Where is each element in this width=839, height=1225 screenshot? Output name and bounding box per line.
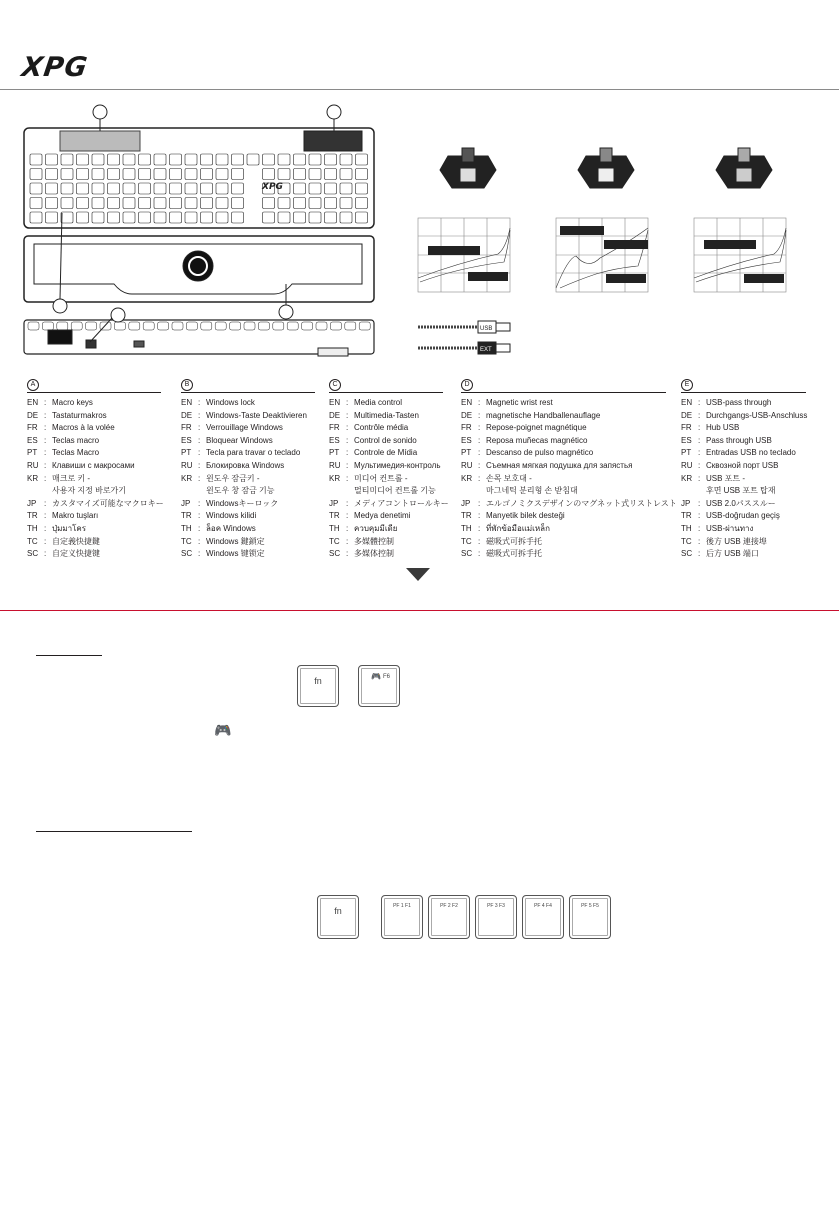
translation-text: Verrouillage Windows	[206, 423, 283, 433]
translation-text: Hub USB	[706, 423, 740, 433]
column-e	[681, 378, 806, 561]
translation-row	[181, 498, 315, 511]
translation-text: 多媒體控制	[354, 536, 394, 546]
language-code: RU	[461, 460, 473, 470]
language-code: SC	[181, 549, 193, 559]
language-code: EN	[681, 398, 693, 407]
language-code: JP	[329, 498, 339, 508]
translation-text: Teclas Macro	[52, 448, 100, 458]
separator: :	[698, 460, 701, 470]
translation-text: 매크로 키 -	[52, 473, 91, 483]
translation-row	[27, 460, 161, 473]
translation-row	[27, 410, 161, 423]
translation-row	[681, 510, 806, 523]
translation-text: Windows kilidi	[206, 511, 257, 521]
fn-key: fn	[297, 665, 339, 707]
separator: :	[198, 549, 201, 559]
callout-badge: A	[27, 379, 39, 391]
translation-text: ควบคุมมีเดีย	[354, 523, 398, 533]
continue-arrow-icon	[406, 568, 430, 581]
translation-text: ที่พักข้อมือแม่เหล็ก	[486, 523, 550, 533]
translation-row	[681, 410, 806, 423]
translation-row	[329, 536, 443, 549]
translation-row	[27, 473, 161, 486]
language-code: TR	[181, 511, 192, 521]
pf3-key	[475, 895, 517, 939]
language-code: SC	[461, 549, 473, 559]
language-code: RU	[27, 460, 39, 470]
separator: :	[698, 410, 701, 420]
language-code: TH	[181, 523, 192, 533]
language-code: SC	[27, 549, 39, 559]
language-code: EN	[27, 398, 39, 407]
translation-row	[329, 473, 443, 486]
translation-row	[681, 460, 806, 473]
translation-row	[461, 536, 666, 549]
separator: :	[478, 423, 481, 433]
translation-text: Tastaturmakros	[52, 410, 107, 420]
translation-text: Windows 键锁定	[206, 549, 265, 559]
translation-text: ล็อค Windows	[206, 523, 256, 533]
separator: :	[44, 448, 47, 458]
force-graphs	[418, 218, 786, 292]
game-mode-key: 🎮 F6	[358, 665, 400, 707]
separator: :	[198, 398, 201, 407]
translation-row	[681, 447, 806, 460]
switch-diagrams	[440, 148, 772, 188]
language-code: ES	[461, 435, 472, 445]
translation-text: カスタマイズ可能なマクロキー	[52, 498, 164, 508]
translation-row	[27, 510, 161, 523]
translation-row	[181, 397, 315, 410]
separator: :	[44, 410, 47, 420]
language-code: DE	[181, 410, 193, 420]
separator: :	[198, 511, 201, 521]
language-code: ES	[27, 435, 38, 445]
separator: :	[346, 523, 349, 533]
translation-row	[27, 435, 161, 448]
language-code: TC	[461, 536, 472, 546]
product-figure	[22, 98, 822, 366]
pf1-key	[381, 895, 423, 939]
translation-text: 멀티미디어 컨트롤 기능	[354, 486, 436, 496]
language-code: PT	[329, 448, 340, 458]
separator: :	[346, 410, 349, 420]
translation-text: 사용자 지정 바로가기	[52, 486, 126, 496]
language-code: RU	[329, 460, 341, 470]
translation-row	[681, 536, 806, 549]
callout-badge: C	[329, 379, 341, 391]
separator: :	[198, 473, 201, 483]
translation-text: Pass through USB	[706, 435, 772, 445]
language-code: TH	[27, 523, 38, 533]
language-code: PT	[681, 448, 692, 458]
language-code: TR	[681, 511, 692, 521]
separator: :	[198, 423, 201, 433]
translation-text: USB 포트 -	[706, 473, 746, 483]
translation-row	[461, 422, 666, 435]
translation-text: Media control	[354, 398, 403, 407]
column-d	[461, 378, 677, 561]
language-code: KR	[329, 473, 341, 483]
separator: :	[44, 536, 47, 546]
separator: :	[44, 498, 47, 508]
header-divider	[0, 89, 839, 90]
translation-row	[681, 422, 806, 435]
language-code: DE	[329, 410, 341, 420]
translation-text: Macro keys	[52, 398, 93, 407]
language-code: TR	[329, 511, 340, 521]
language-code: PT	[461, 448, 472, 458]
language-code: ES	[329, 435, 340, 445]
keyboard-top-view	[24, 128, 374, 228]
separator: :	[198, 435, 201, 445]
separator: :	[478, 549, 481, 559]
translation-text: Entradas USB no teclado	[706, 448, 796, 458]
translation-text: Control de sonido	[354, 435, 417, 445]
separator: :	[198, 523, 201, 533]
translation-row	[27, 485, 161, 498]
language-code: DE	[461, 410, 473, 420]
column-c	[329, 378, 449, 561]
separator: :	[198, 536, 201, 546]
ext-cable-label: EXT	[480, 347, 492, 353]
translation-row	[27, 523, 161, 536]
language-code: TC	[329, 536, 340, 546]
separator: :	[44, 523, 47, 533]
translation-text: USB-ผ่านทาง	[706, 523, 754, 533]
translation-text: Macros à la volée	[52, 423, 115, 433]
translation-row	[461, 523, 666, 536]
section-divider	[0, 610, 839, 611]
key-label: PF 3 F3	[487, 903, 505, 909]
translation-text: エルゴノミクスデザインのマグネット式リストレスト	[486, 498, 677, 508]
translation-text: Windows lock	[206, 398, 255, 407]
translation-row	[681, 548, 806, 561]
translation-row	[329, 410, 443, 423]
callout-badge: E	[681, 379, 693, 391]
translation-row	[329, 460, 443, 473]
separator: :	[346, 448, 349, 458]
translation-text: Multimedia-Tasten	[354, 410, 419, 420]
translation-row	[329, 422, 443, 435]
language-code: DE	[681, 410, 693, 420]
separator: :	[44, 473, 47, 483]
translation-row	[461, 548, 666, 561]
translation-text: USB 2.0パススルー	[706, 498, 776, 508]
key-label: PF 4 F4	[534, 903, 552, 909]
key-label: fn	[334, 906, 342, 916]
language-code: TC	[181, 536, 192, 546]
translation-row	[681, 473, 806, 486]
language-code: TH	[461, 523, 472, 533]
translation-row	[461, 485, 666, 498]
wrist-rest	[24, 236, 374, 302]
separator: :	[698, 435, 701, 445]
translation-text: Bloquear Windows	[206, 435, 273, 445]
separator: :	[478, 536, 481, 546]
translation-row	[181, 422, 315, 435]
column-heading	[461, 378, 666, 393]
pf4-key	[522, 895, 564, 939]
callout-badge: B	[181, 379, 193, 391]
translation-text: 후면 USB 포트 탑재	[706, 486, 776, 496]
usb-cables	[418, 321, 510, 354]
language-code: TR	[27, 511, 38, 521]
column-heading	[329, 378, 443, 393]
translation-row	[181, 548, 315, 561]
language-code: FR	[27, 423, 38, 433]
separator: :	[346, 423, 349, 433]
key-label: PF 2 F2	[440, 903, 458, 909]
translation-text: 윈도우 잠금키 -	[206, 473, 260, 483]
translation-text: 미디어 컨트롤 -	[354, 473, 408, 483]
translation-row	[461, 410, 666, 423]
translation-text: USB-doğrudan geçiş	[706, 511, 780, 521]
usb-cable-label: USB	[480, 326, 493, 332]
separator: :	[478, 410, 481, 420]
translation-text: Descanso de pulso magnético	[486, 448, 594, 458]
translation-row	[181, 485, 315, 498]
translation-text: Teclas macro	[52, 435, 100, 445]
language-code: JP	[27, 498, 37, 508]
translation-text: Contrôle média	[354, 423, 409, 433]
translation-row	[681, 485, 806, 498]
key-label: PF 1 F1	[393, 903, 411, 909]
translation-row	[681, 498, 806, 511]
translation-text: 磁吸式可拆手托	[486, 536, 542, 546]
separator: :	[198, 448, 201, 458]
language-code: TH	[329, 523, 340, 533]
translation-row	[681, 397, 806, 410]
separator: :	[346, 549, 349, 559]
separator: :	[198, 498, 201, 508]
separator: :	[346, 398, 349, 407]
separator: :	[478, 523, 481, 533]
translation-text: Мультимедия-контроль	[354, 460, 441, 470]
translation-text: メディアコントロールキー	[354, 498, 449, 508]
separator: :	[698, 511, 701, 521]
separator: :	[346, 435, 349, 445]
translation-row	[329, 548, 443, 561]
language-code: PT	[27, 448, 38, 458]
xpg-logo: XPG	[19, 52, 90, 83]
translation-text: Tecla para travar o teclado	[206, 448, 301, 458]
translation-row	[329, 498, 449, 511]
language-code: JP	[461, 498, 471, 508]
translation-row	[181, 536, 315, 549]
column-heading	[27, 378, 161, 393]
column-a	[27, 378, 164, 561]
translation-text: 自定義快捷鍵	[52, 536, 100, 546]
column-heading	[181, 378, 315, 393]
translation-row	[681, 435, 806, 448]
heading-underline-2	[36, 831, 192, 832]
separator: :	[198, 460, 201, 470]
translation-row	[181, 523, 315, 536]
language-code: KR	[27, 473, 39, 483]
separator: :	[698, 536, 701, 546]
translation-row	[27, 397, 161, 410]
translation-text: ปุ่มมาโคร	[52, 523, 87, 533]
separator: :	[478, 448, 481, 458]
translation-row	[27, 498, 164, 511]
translation-row	[27, 447, 161, 460]
separator: :	[44, 549, 47, 559]
separator: :	[698, 473, 701, 483]
fn-key-2	[317, 895, 359, 939]
translation-row	[461, 460, 666, 473]
pf5-key	[569, 895, 611, 939]
translation-text: Windowsキーロック	[206, 498, 279, 508]
translation-text: Блокировка Windows	[206, 460, 285, 470]
separator: :	[44, 423, 47, 433]
translation-text: Makro tuşları	[52, 511, 99, 521]
heading-underline-1	[36, 655, 102, 656]
language-code: EN	[181, 398, 193, 407]
translation-row	[461, 510, 666, 523]
pf2-key	[428, 895, 470, 939]
language-code: EN	[461, 398, 473, 407]
separator: :	[346, 498, 349, 508]
separator: :	[478, 511, 481, 521]
translation-row	[681, 523, 806, 536]
language-code: RU	[681, 460, 693, 470]
language-code: RU	[181, 460, 193, 470]
translation-row	[181, 435, 315, 448]
translation-row	[461, 498, 677, 511]
translation-row	[329, 447, 443, 460]
separator: :	[698, 498, 701, 508]
translation-text: Medya denetimi	[354, 511, 411, 521]
language-code: TC	[681, 536, 692, 546]
separator: :	[478, 460, 481, 470]
translation-text: 마그네틱 분리형 손 받침대	[486, 486, 578, 496]
translation-text: 윈도우 창 잠금 기능	[206, 486, 275, 496]
separator: :	[44, 398, 47, 407]
separator: :	[346, 460, 349, 470]
separator: :	[478, 435, 481, 445]
language-code: JP	[681, 498, 691, 508]
language-code: FR	[461, 423, 472, 433]
separator: :	[698, 549, 701, 559]
translation-text: USB-pass through	[706, 398, 772, 407]
translation-row	[181, 447, 315, 460]
language-code: EN	[329, 398, 341, 407]
translation-row	[461, 473, 666, 486]
translation-row	[181, 410, 315, 423]
translation-text: Клавиши с макросами	[52, 460, 135, 470]
translation-text: Съемная мягкая подушка для запястья	[486, 460, 633, 470]
language-code: SC	[681, 549, 693, 559]
separator: :	[698, 523, 701, 533]
language-code: FR	[181, 423, 192, 433]
column-heading	[681, 378, 806, 393]
separator: :	[478, 498, 481, 508]
separator: :	[698, 423, 701, 433]
separator: :	[346, 511, 349, 521]
translation-text: 磁吸式可拆手托	[486, 549, 542, 559]
separator: :	[44, 460, 47, 470]
translation-row	[329, 510, 443, 523]
keyboard-rear-view	[24, 320, 374, 356]
translation-row	[181, 510, 315, 523]
translation-text: Durchgangs-USB-Anschluss	[706, 410, 808, 420]
translation-row	[461, 397, 666, 410]
language-code: FR	[329, 423, 340, 433]
translation-row	[27, 548, 161, 561]
language-code: KR	[181, 473, 193, 483]
language-code: TC	[27, 536, 38, 546]
translation-text: Repose-poignet magnétique	[486, 423, 587, 433]
language-code: DE	[27, 410, 39, 420]
language-code: TR	[461, 511, 472, 521]
translation-row	[329, 435, 443, 448]
translation-text: Windows-Taste Deaktivieren	[206, 410, 307, 420]
translation-row	[329, 485, 443, 498]
gamepad-icon: 🎮	[371, 672, 381, 681]
translation-row	[181, 473, 315, 486]
translation-text: 後方 USB 連接埠	[706, 536, 767, 546]
translation-text: 多媒体控制	[354, 549, 394, 559]
translation-text: 后方 USB 端口	[706, 549, 759, 559]
separator: :	[44, 435, 47, 445]
language-code: ES	[181, 435, 192, 445]
separator: :	[698, 448, 701, 458]
language-code: FR	[681, 423, 692, 433]
separator: :	[346, 536, 349, 546]
separator: :	[198, 410, 201, 420]
language-code: TH	[681, 523, 692, 533]
separator: :	[346, 473, 349, 483]
gamepad-icon: 🎮	[214, 722, 232, 738]
callout-badge: D	[461, 379, 473, 391]
translation-text: 自定义快捷键	[52, 549, 100, 559]
translation-row	[461, 435, 666, 448]
translation-text: Сквозной порт USB	[706, 460, 779, 470]
key-label: PF 5 F5	[581, 903, 599, 909]
column-b	[181, 378, 315, 561]
translation-row	[27, 536, 161, 549]
separator: :	[478, 473, 481, 483]
language-code: KR	[461, 473, 473, 483]
language-code: ES	[681, 435, 692, 445]
translation-row	[461, 447, 666, 460]
language-code: JP	[181, 498, 191, 508]
translation-row	[27, 422, 161, 435]
translation-text: Windows 鍵鎖定	[206, 536, 265, 546]
translation-text: Magnetic wrist rest	[486, 398, 553, 407]
language-code: KR	[681, 473, 693, 483]
translation-row	[329, 397, 443, 410]
language-code: PT	[181, 448, 192, 458]
translation-text: Reposa muñecas magnético	[486, 435, 588, 445]
translation-row	[329, 523, 443, 536]
separator: :	[478, 398, 481, 407]
svg-text:XPG: XPG	[262, 182, 283, 192]
translation-text: 손목 보호대 -	[486, 473, 532, 483]
language-code: SC	[329, 549, 341, 559]
translation-text: magnetische Handballenauflage	[486, 410, 601, 420]
separator: :	[44, 511, 47, 521]
translation-text: Controle de Mídia	[354, 448, 418, 458]
separator: :	[698, 398, 701, 407]
translation-row	[181, 460, 315, 473]
translation-text: Manyetik bilek desteği	[486, 511, 565, 521]
